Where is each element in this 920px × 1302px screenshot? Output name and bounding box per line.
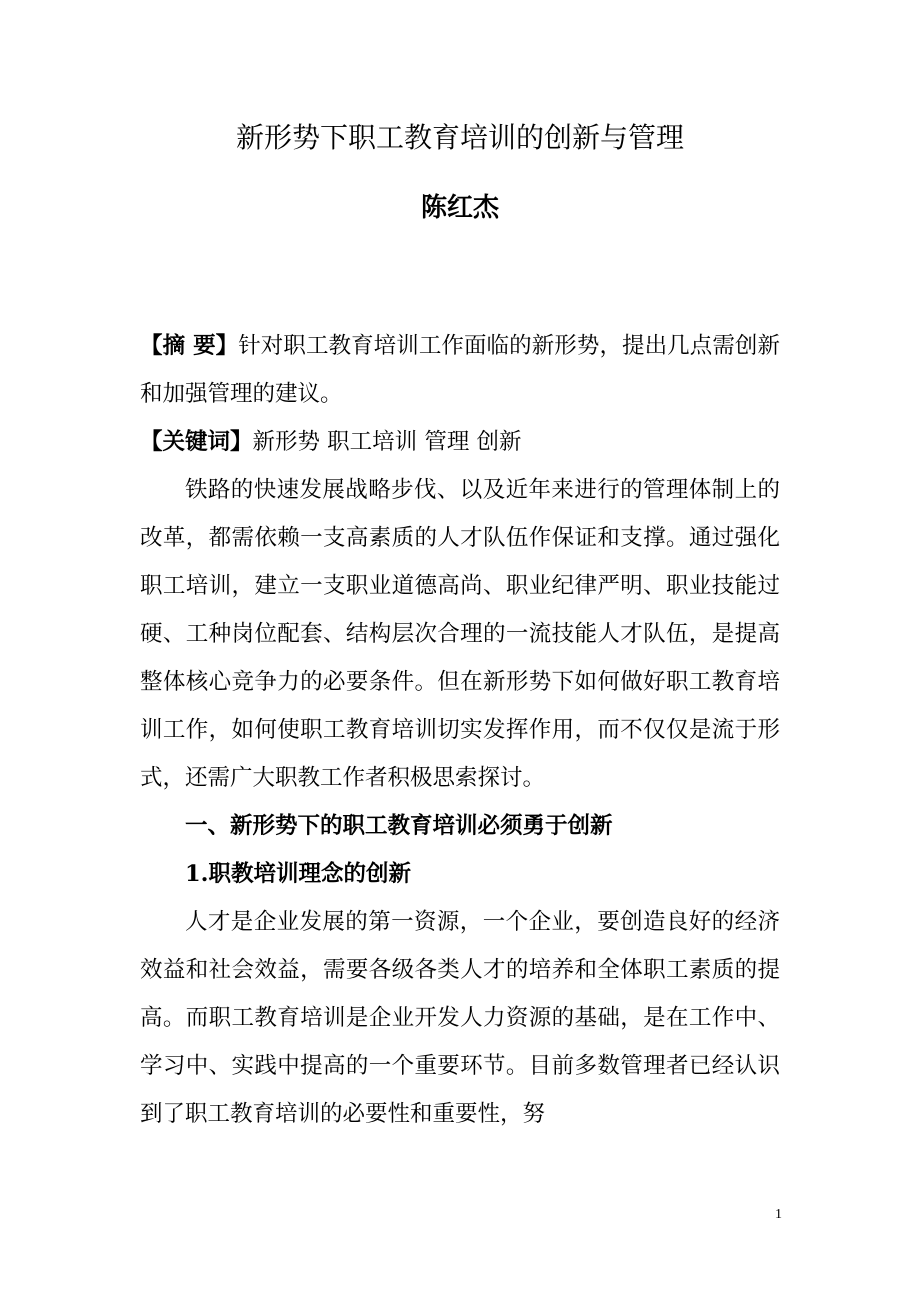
keywords-label: 【关键词】: [140, 429, 253, 455]
document-body: [140, 322, 780, 1138]
section-paragraph: 人才是企业发展的第一资源，一个企业，要创造良好的经济效益和社会效益，需要各级各类人才的培养和全体职工素质的提高。而职工教育培训是企业开发人力资源的基础，是在工作中、学习中、实践中提高的一个重要环节。目前多数管理者已经认识到了职工教育培训的必要性和重要性，努: [140, 909, 780, 1127]
subsection-heading: 1.职教培训理念的创新: [185, 861, 411, 887]
keywords-paragraph: [140, 418, 780, 466]
document-title: 新形势下职工教育培训的创新与管理: [235, 121, 684, 154]
intro-paragraph: 铁路的快速发展战略步伐、以及近年来进行的管理体制上的改革，都需依赖一支高素质的人才队伍作保证和支撑。通过强化职工培训，建立一支职业道德高尚、职业纪律严明、职业技能过硬、工种岗位配套、结构层次合理的一流技能人才队伍，是提高整体核心竞争力的必要条件。但在新形势下如何做好职工教育培训工作，如何使职工教育培训切实发挥作用，而不仅仅是流于形式，还需广大职教工作者积极思索探讨。: [140, 477, 780, 791]
keywords-text: 新形势 职工培训 管理 创新: [252, 429, 522, 455]
page-number: 1: [775, 1207, 782, 1222]
section-heading: 一、新形势下的职工教育培训必须勇于创新: [185, 813, 613, 839]
document-author: 陈红杰: [420, 193, 499, 223]
abstract-paragraph: [140, 322, 780, 418]
abstract-label: 【摘 要】: [140, 333, 239, 359]
abstract-text: 针对职工教育培训工作面临的新形势，提出几点需创新和加强管理的建议。: [140, 333, 780, 407]
